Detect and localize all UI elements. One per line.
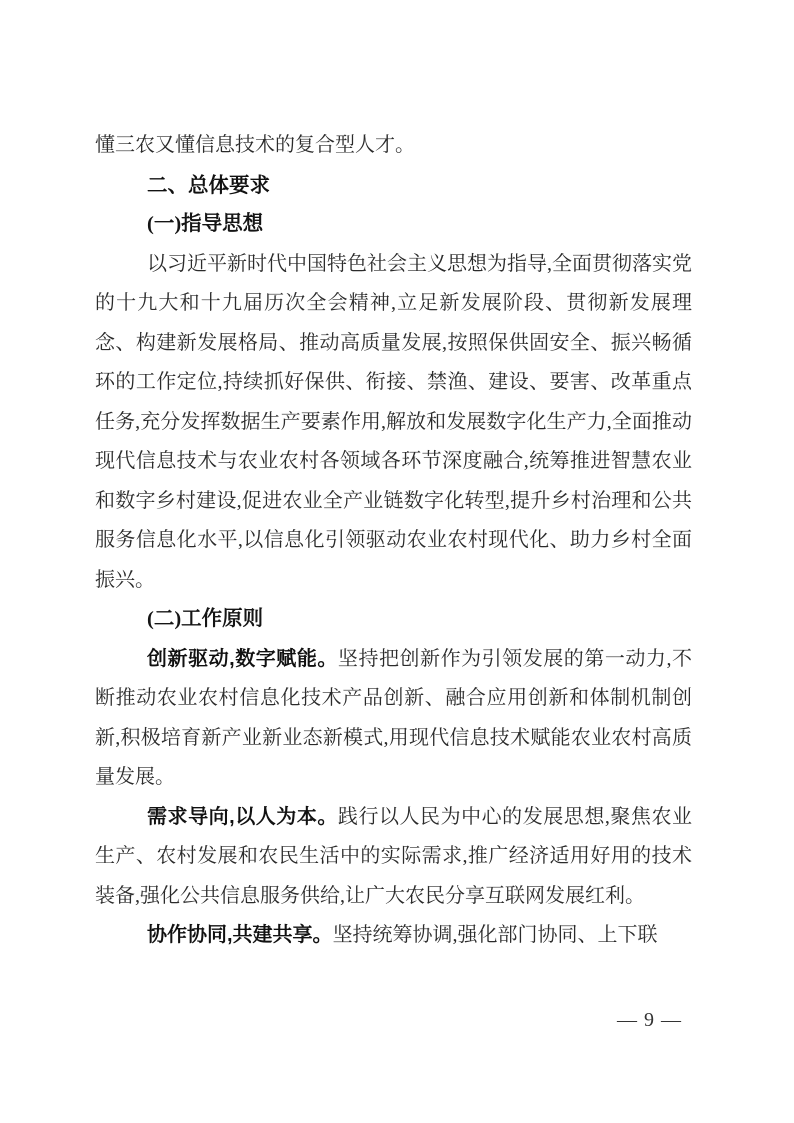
section-heading-overall-requirements: 二、总体要求 (147, 173, 270, 197)
page-number: — 9 — (617, 1009, 682, 1031)
principle-lead-demand-oriented: 需求导向,以人为本。 (147, 805, 338, 828)
document-body (95, 126, 692, 956)
subsection-heading-guiding-ideology: (一)指导思想 (147, 213, 264, 235)
paragraph-guiding-ideology: 以习近平新时代中国特色社会主义思想为指导,全面贯彻落实党的十九大和十九届历次全会精神,立足新发展阶段、贯彻新发展理念、构建新发展格局、推动高质量发展,按照保供固安全、振兴畅循环的工作定位,持续抓好保供、衔接、禁渔、建设、要害、改革重点任务,充分发挥数据生产要素作用,解放和发展数字化生产力,全面推动现代信息技术与农业农村各领域各环节深度融合,统筹推进智慧农业和数字乡村建设,促进农业全产业链数字化转型,提升乡村治理和公共服务信息化水平,以信息化引领驱动农业农村现代化、助力乡村全面振兴。 (95, 252, 692, 591)
paragraph-principle-demand (95, 798, 692, 917)
principle-text-collaboration: 坚持统筹协调,强化部门协同、上下联 (332, 924, 658, 946)
principle-text-innovation-drive: 坚持把创新作为引领发展的第一动力,不断推动农业农村信息化技术产品创新、融合应用创新和体制机制创新,积极培育新产业新业态新模式,用现代信息技术赋能农业农村高质量发展。 (95, 647, 692, 788)
principle-text-demand-oriented: 践行以人民为中心的发展思想,聚焦农业生产、农村发展和农民生活中的实际需求,推广经济适用好用的技术装备,强化公共信息服务供给,让广大农民分享互联网发展红利。 (95, 805, 692, 907)
paragraph-carryover: 懂三农又懂信息技术的复合型人才。 (95, 134, 415, 156)
paragraph-principle-innovation (95, 640, 692, 798)
subsection-heading-work-principles: (二)工作原则 (147, 608, 264, 630)
principle-lead-innovation-drive: 创新驱动,数字赋能。 (147, 647, 338, 670)
principle-lead-collaboration: 协作协同,共建共享。 (147, 924, 333, 946)
paragraph-principle-collaboration (95, 916, 692, 956)
